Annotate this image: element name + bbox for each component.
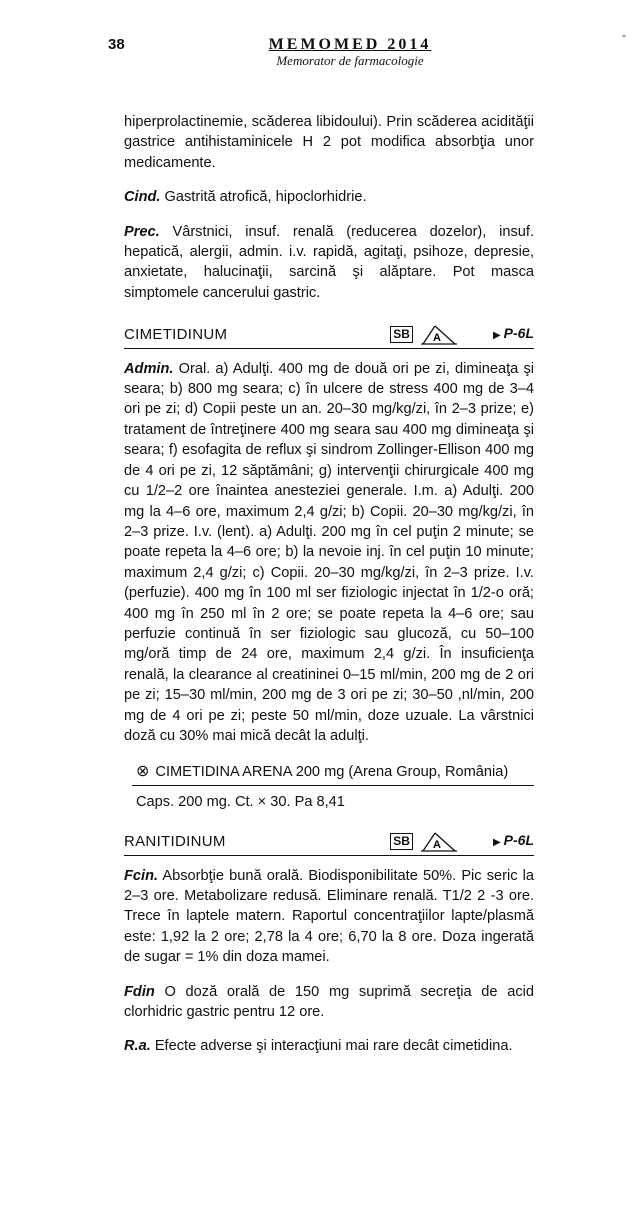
header-subtitle: Memorator de farmacologie <box>276 53 424 68</box>
prescription-code: ▶ P-6L <box>492 325 534 342</box>
fdin-label: Fdin <box>124 983 155 1000</box>
fcin-text: Absorbţie bună orală. Biodisponibilitate 50%. Pic seric la 2–3 ore. Metabolizare redusă. Eliminare renală. T1/2 2 -3 ore. Trece în laptele matern. Raportul concentraţiilor lapte/plasmă este: 1,92 la 2 ore; 2,78 la 4 ore; 6,70 la 8 ore. Doza ingerată de sugar = 1% din doza mamei. <box>124 867 534 966</box>
prec-text: Vârstnici, insuf. renală (reducerea dozelor), insuf. hepatică, alergii, admin. i.v. rapidă, agitaţi, psihoze, depresie, anxietate, halucinaţii, sarcină şi alăptare. Pot masca simptomele cancerului gastric. <box>124 223 534 301</box>
warning-letter: A <box>432 838 441 851</box>
fcin-label: Fcin. <box>124 867 159 884</box>
package-info: Caps. 200 mg. Ct. × 30. Pa 8,41 <box>136 793 345 810</box>
ra-label: R.a. <box>124 1038 151 1055</box>
drug-name: CIMETIDINUM <box>124 325 228 343</box>
admin-label: Admin. <box>124 360 174 377</box>
admin-paragraph <box>124 359 534 747</box>
prec-label: Prec. <box>124 223 160 240</box>
warning-triangle-icon <box>419 832 459 852</box>
fdin-text: O doză orală de 150 mg suprimă secreţia de acid clorhidric gastric pentru 12 ore. <box>124 983 534 1021</box>
drug-name: RANITIDINUM <box>124 832 226 850</box>
admin-text: Oral. a) Adulţi. 400 mg de două ori pe zi, dimineaţa şi seara; b) 800 mg seara; c) în ulcere de stress 400 mg de 3–4 ori pe zi; d) Copii peste un an. 20–30 mg/kg/zi, în 2–3 prize; e) tratament de întreţinere 400 mg seara sau 400 mg dimineaţa şi seara; f) esofagita de reflux şi sindrom Zollinger-Ellison 400 mg de 4 ori pe zi, 12 săptămâni; g) intervenţii chirurgicale 400 mg cu 1/2–2 ore înaintea anesteziei generale. I.m. a) Adulţi. 200 mg la 4–6 ore, maximum 2,4 g/zi; b) Copii. 20–30 mg/kg/zi, în 2–3 prize. I.v. (lent). a) Adulţi. 200 mg în cel puţin 2 minute; se poate repeta la 4–6 ore; b) la nevoie inj. în cel puţin 10 minute; maximum 2,4 g/zi; c) Copii. 20–30 mg/kg/zi, în 2–3 prize. I.v. (perfuzie). 400 mg în 100 ml ser fiziologic injectat în 1/2-o oră; 400 mg în 250 ml în 2 ore; se poate repeta la 4–6 ore; sau perfuzie continuă în ser fiziologic sau glucoză, cu 50–100 mg/oră timp de 24 ore, maximum 2,4 g/zi. În insuficienţa renală, la clearance al creatininei 0–15 ml/min, 200 mg de 2 ori pe zi; 15–30 ml/min, 200 mg de 3 ori pe zi; 30–50 ,nl/min, 200 mg de 4 ori pe zi; peste 50 ml/min, doze uzuale. La vârstnici doză cu 30% mai mică decât la adulţi. <box>124 360 534 744</box>
play-arrow-icon: ▶ <box>492 330 501 342</box>
circled-x-icon: ⊗ <box>136 763 150 781</box>
page-number: 38 <box>108 36 125 53</box>
corner-mark: - <box>622 28 626 42</box>
ra-paragraph <box>124 1036 534 1056</box>
page-body <box>124 112 534 1071</box>
intro-paragraph: hiperprolactinemie, scăderea libidoului). Prin scăderea acidităţii gastrice antihistaminicele H 2 pot modifica absorbţia unor medicamente. <box>124 114 534 171</box>
running-header <box>220 36 480 69</box>
prescription-code: ▶ P-6L <box>492 832 534 849</box>
warning-letter: A <box>432 331 441 344</box>
header-title: MEMOMED 2014 <box>268 36 432 53</box>
sb-badge: SB <box>390 833 413 850</box>
precautions-paragraph <box>124 222 534 304</box>
product-entry <box>132 762 534 785</box>
play-arrow-icon: ▶ <box>492 837 501 849</box>
cind-label: Cind. <box>124 189 161 206</box>
contraindications-paragraph <box>124 187 534 207</box>
sb-badge: SB <box>390 326 413 343</box>
cind-text: Gastrită atrofică, hipoclorhidrie. <box>160 189 367 206</box>
fdin-paragraph <box>124 982 534 1023</box>
fcin-paragraph <box>124 866 534 968</box>
ranitidinum-heading <box>124 830 534 855</box>
ra-text: Efecte adverse şi interacţiuni mai rare decât cimetidina. <box>150 1038 513 1055</box>
product-name: CIMETIDINA ARENA 200 mg (Arena Group, România) <box>155 764 509 781</box>
warning-triangle-icon <box>419 325 459 345</box>
cimetidinum-heading <box>124 323 534 348</box>
